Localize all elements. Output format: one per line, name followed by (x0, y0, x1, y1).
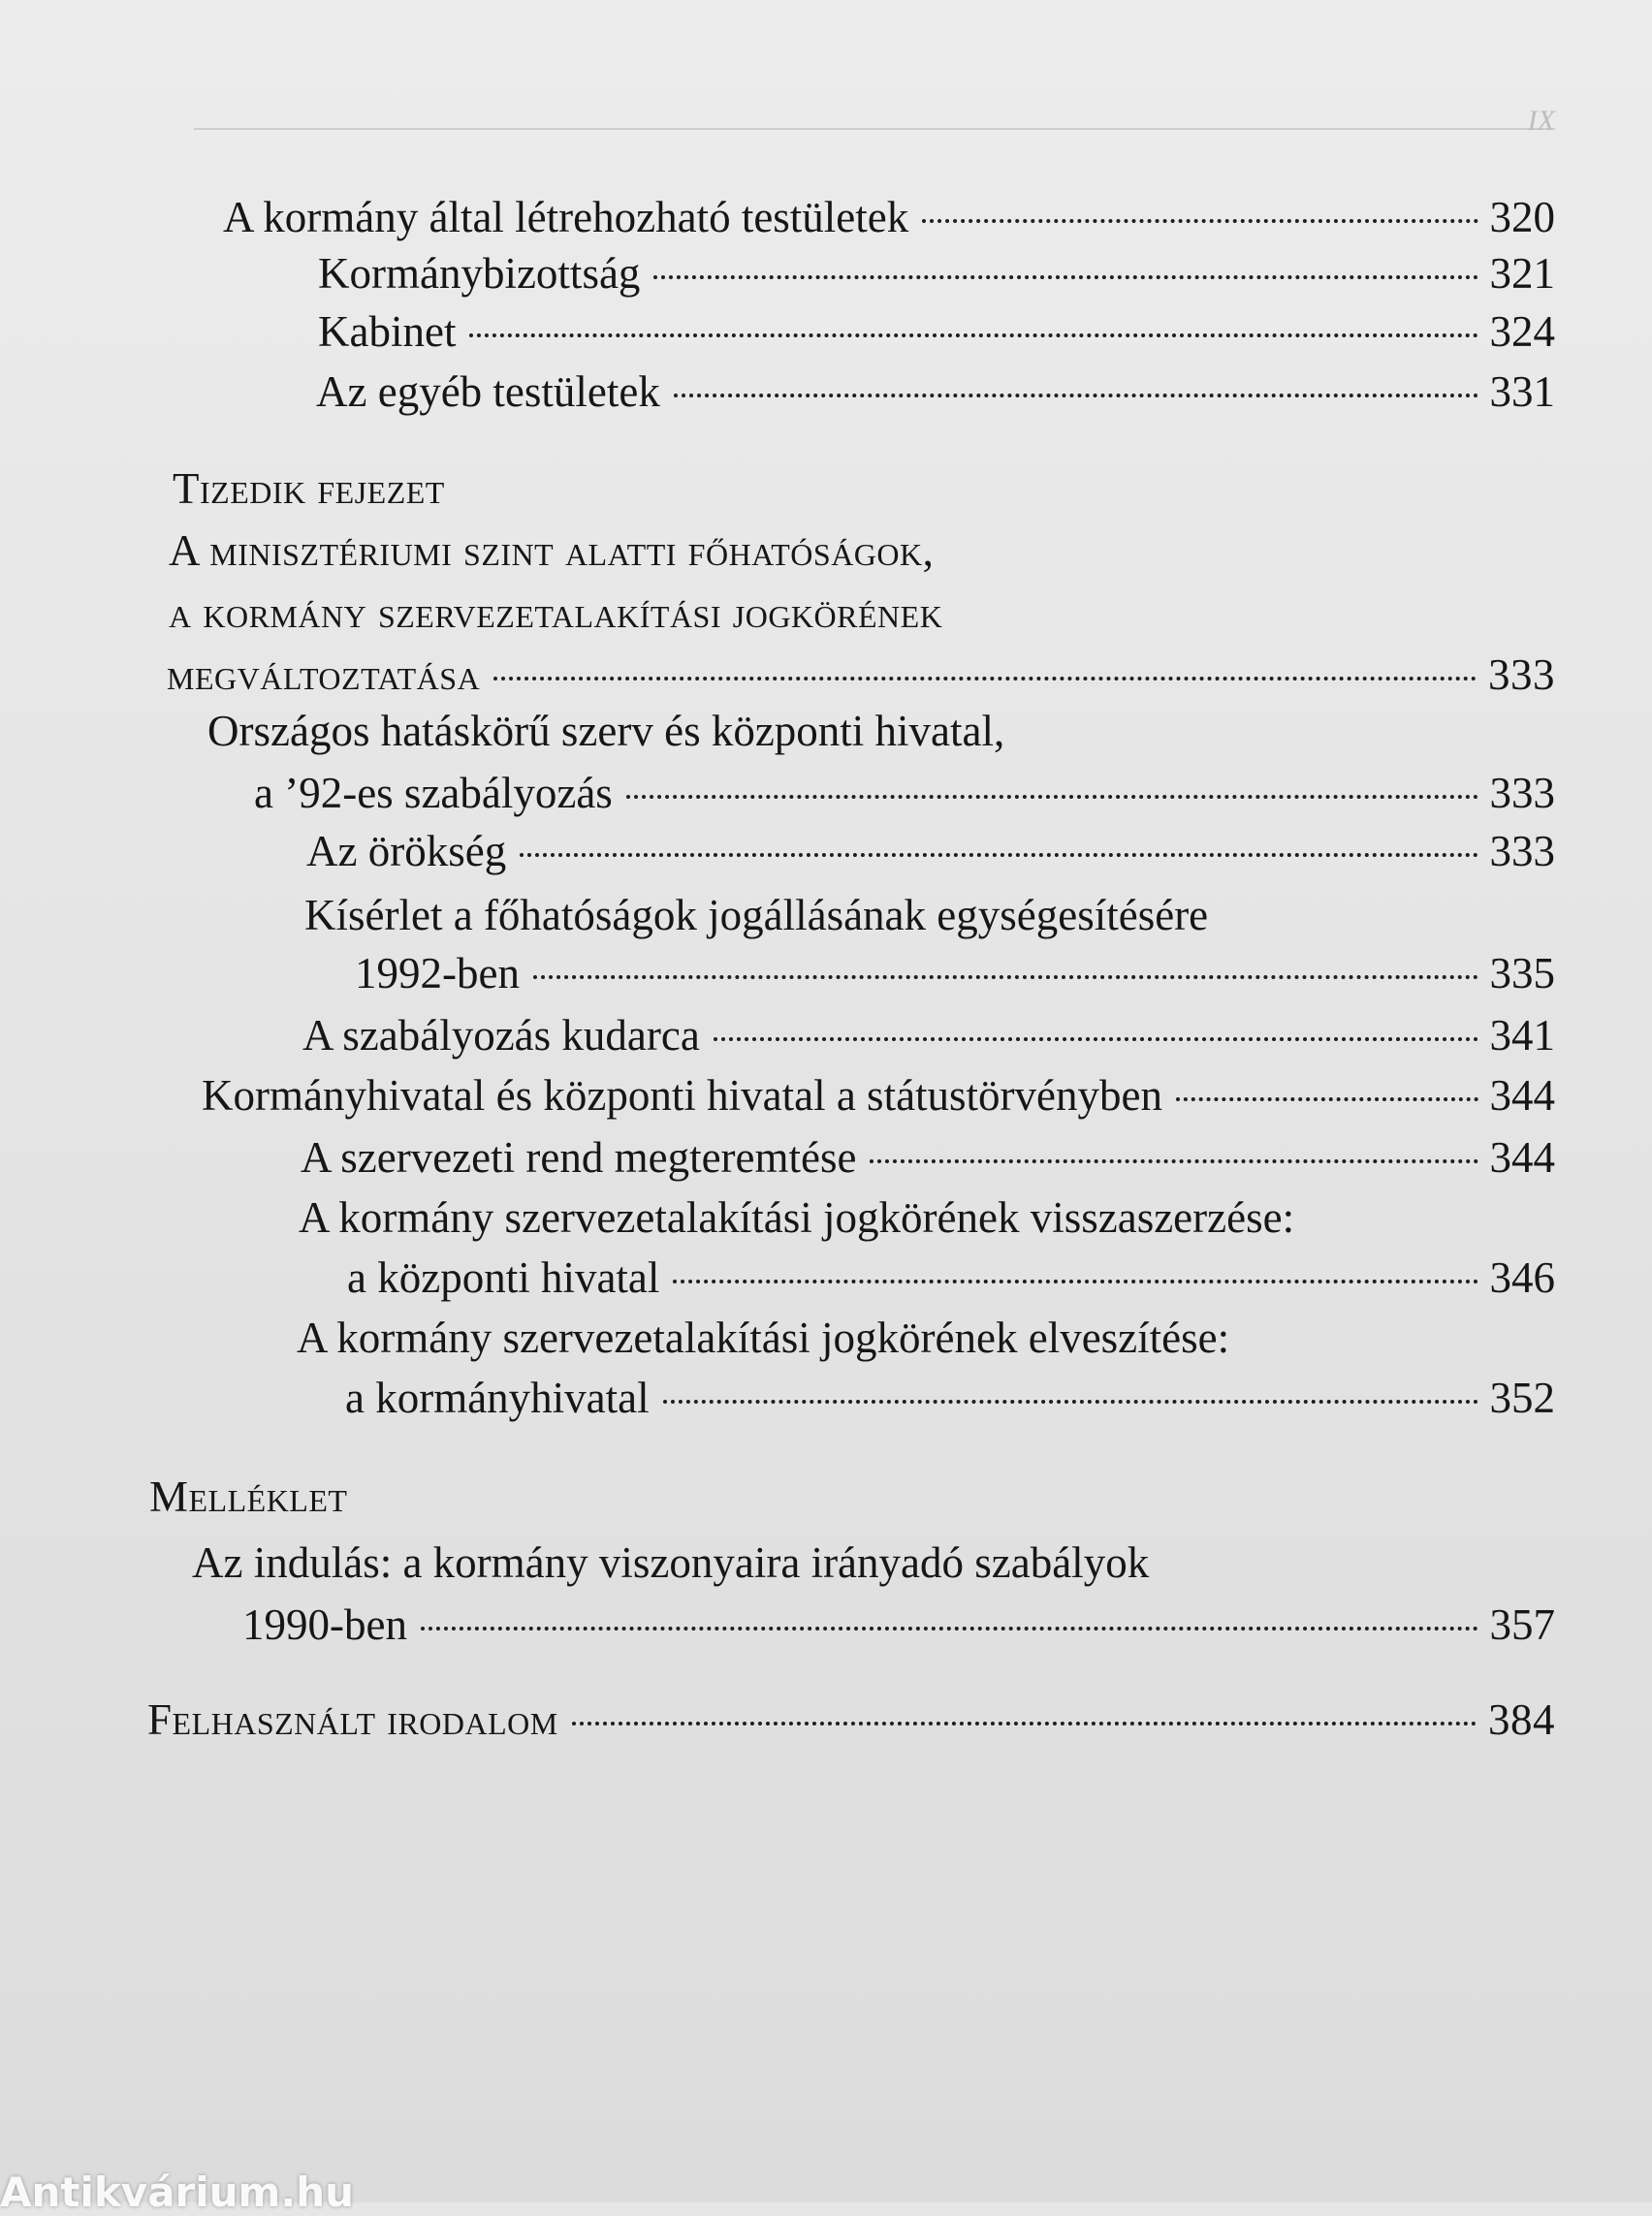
toc-entry-title: A kormány szervezetalakítási jogkörének elveszítése: (297, 1314, 1230, 1362)
toc-entry-title: Felhasznált irodalom (147, 1695, 558, 1744)
toc-entry (223, 190, 1555, 244)
toc-entry (254, 766, 1555, 820)
dot-leader (626, 795, 1478, 799)
dot-leader (493, 677, 1477, 681)
toc-entry-title: Az örökség (306, 827, 507, 875)
dot-leader (1176, 1097, 1478, 1101)
toc-entry-title: A kormány által létrehozható testületek (223, 193, 909, 241)
toc-entry-title: Az egyéb testületek (316, 367, 660, 416)
dot-leader (674, 394, 1478, 397)
dot-leader (714, 1037, 1478, 1041)
toc-entry (345, 1371, 1555, 1425)
toc-entry-page: 346 (1489, 1253, 1555, 1302)
dot-leader (469, 333, 1477, 337)
toc-entry-title: Kormányhivatal és központi hivatal a státustörvényben (202, 1071, 1162, 1120)
toc-entry-title: a kormányhivatal (345, 1374, 650, 1422)
dot-leader (653, 275, 1477, 279)
toc-entry-page: 324 (1489, 307, 1555, 356)
dot-leader (870, 1159, 1477, 1163)
dot-leader (663, 1400, 1478, 1404)
toc-entry (301, 1130, 1555, 1185)
toc-entry-title: Kormánybizottság (318, 249, 641, 298)
chapter-title-line: a kormány szervezetalakítási jogkörének (169, 588, 943, 637)
toc-entry-page: 344 (1489, 1133, 1555, 1182)
toc-entry-title: 1992-ben (355, 949, 520, 997)
toc-entry (192, 1535, 1149, 1590)
toc-entry-title: Kabinet (318, 307, 457, 356)
toc-entry-title: 1990-ben (242, 1600, 407, 1649)
toc-entry (318, 246, 1555, 301)
dot-leader (922, 219, 1477, 223)
page-number: IX (1527, 105, 1555, 137)
dot-leader (421, 1627, 1478, 1630)
toc-entry-title: Országos hatáskörű szerv és központi hivatal, (207, 707, 1005, 755)
toc-entry-page: 384 (1488, 1695, 1555, 1744)
toc-entry-page: 331 (1489, 367, 1555, 416)
toc-entry-title: Az indulás: a kormány viszonyaira irányadó szabályok (192, 1538, 1150, 1587)
toc-entry-title: A szabályozás kudarca (302, 1011, 700, 1060)
toc-entry-title: A szervezeti rend megteremtése (301, 1133, 857, 1182)
toc-entry (167, 648, 1555, 702)
toc-entry (297, 1311, 1229, 1365)
toc-entry-page: 357 (1489, 1600, 1555, 1649)
toc-entry-page: 333 (1489, 827, 1555, 875)
toc-entry-page: 333 (1488, 650, 1555, 699)
toc-entry (316, 364, 1555, 419)
appendix-heading: Melléklet (149, 1472, 348, 1521)
dot-leader (533, 975, 1478, 979)
toc-entry-page: 344 (1489, 1071, 1555, 1120)
dot-leader (673, 1280, 1477, 1283)
chapter-title-line: A minisztériumi szint alatti főhatóságok, (169, 526, 935, 575)
toc-entry-page: 320 (1489, 193, 1555, 241)
toc-entry (207, 704, 1004, 758)
toc-entry-title: A kormány szervezetalakítási jogkörének visszaszerzése: (299, 1193, 1295, 1242)
toc-entry-title: Kísérlet a főhatóságok jogállásának egységesítésére (304, 891, 1209, 939)
dot-leader (572, 1722, 1477, 1725)
toc-entry-page: 321 (1489, 249, 1555, 298)
toc-entry-page: 352 (1489, 1374, 1555, 1422)
toc-entry (302, 1008, 1555, 1062)
toc-entry (147, 1693, 1555, 1747)
watermark: Antikvárium.hu (0, 2169, 355, 2216)
toc-entry-title: a központi hivatal (347, 1253, 660, 1302)
dot-leader (520, 853, 1477, 857)
toc-entry (355, 946, 1555, 1000)
toc-entry-title: a ’92-es szabályozás (254, 769, 613, 817)
toc-entry (306, 824, 1555, 878)
toc-entry (299, 1190, 1294, 1245)
toc-entry (304, 888, 1208, 942)
toc-entry (347, 1250, 1555, 1305)
toc-entry (318, 304, 1555, 359)
chapter-heading: Tizedik fejezet (173, 464, 445, 513)
toc-entry-page: 341 (1489, 1011, 1555, 1060)
toc-entry-page: 335 (1489, 949, 1555, 997)
toc-entry (202, 1068, 1555, 1123)
toc-entry-title: megváltoztatása (167, 650, 481, 699)
toc-entry-page: 333 (1489, 769, 1555, 817)
toc-entry (242, 1598, 1555, 1652)
